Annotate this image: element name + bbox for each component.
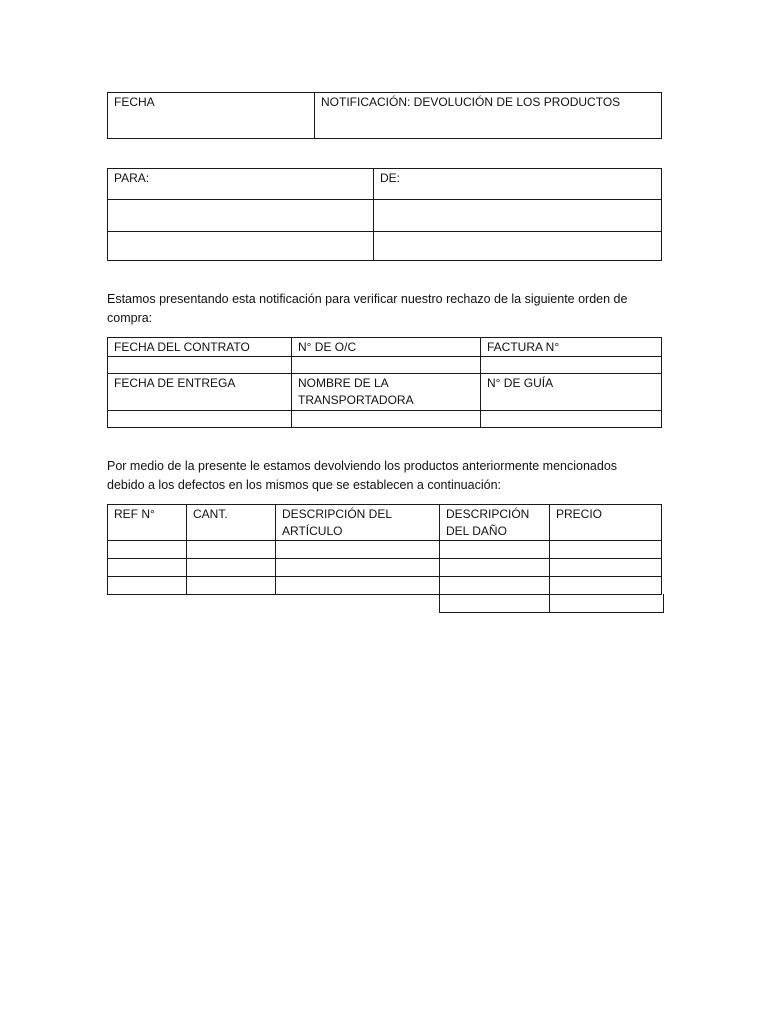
row3-ref[interactable] <box>108 577 187 595</box>
table-row <box>108 559 662 577</box>
transportadora-label: NOMBRE DE LA TRANSPORTADORA <box>298 376 414 407</box>
items-total-row <box>439 594 664 613</box>
row3-articulo[interactable] <box>276 577 440 595</box>
row1-precio[interactable] <box>550 541 662 559</box>
row1-dano[interactable] <box>440 541 550 559</box>
notificacion-label: NOTIFICACIÓN: DEVOLUCIÓN DE LOS PRODUCTOS <box>321 95 621 109</box>
total-value-cell[interactable] <box>550 594 664 612</box>
header-precio <box>550 505 662 541</box>
items-table <box>107 504 662 595</box>
fecha-label: FECHA <box>114 95 155 109</box>
row3-cant[interactable] <box>187 577 276 595</box>
fecha-contrato-label: FECHA DEL CONTRATO <box>114 340 250 354</box>
para-cell[interactable] <box>108 169 374 200</box>
fecha-contrato-value[interactable] <box>108 357 292 374</box>
transportadora-value[interactable] <box>292 411 481 428</box>
row3-dano[interactable] <box>440 577 550 595</box>
row2-precio[interactable] <box>550 559 662 577</box>
numero-oc-cell <box>292 338 481 357</box>
de-line-1[interactable] <box>374 200 662 232</box>
header-ref <box>108 505 187 541</box>
table-row <box>108 577 662 595</box>
precio-label: PRECIO <box>556 507 603 521</box>
descripcion-articulo-label: DESCRIPCIÓN DEL ARTÍCULO <box>282 507 392 538</box>
numero-oc-value[interactable] <box>292 357 481 374</box>
table-row <box>108 541 662 559</box>
row3-precio[interactable] <box>550 577 662 595</box>
order-table <box>107 337 662 428</box>
row2-cant[interactable] <box>187 559 276 577</box>
row1-cant[interactable] <box>187 541 276 559</box>
fecha-cell[interactable] <box>108 93 315 139</box>
guia-label: N° DE GUÍA <box>487 376 554 390</box>
intro-paragraph: Estamos presentando esta notificación para verificar nuestro rechazo de la siguiente orden de compra: <box>107 292 628 325</box>
row2-articulo[interactable] <box>276 559 440 577</box>
row1-ref[interactable] <box>108 541 187 559</box>
numero-oc-label: N° DE O/C <box>298 340 357 354</box>
de-cell[interactable] <box>374 169 662 200</box>
total-label-cell[interactable] <box>440 594 550 612</box>
guia-value[interactable] <box>481 411 662 428</box>
header-cant <box>187 505 276 541</box>
factura-cell <box>481 338 662 357</box>
row2-ref[interactable] <box>108 559 187 577</box>
fecha-entrega-cell <box>108 374 292 411</box>
factura-label: FACTURA N° <box>487 340 560 354</box>
fecha-contrato-cell <box>108 338 292 357</box>
para-line-2[interactable] <box>108 232 374 261</box>
para-label: PARA: <box>114 171 150 185</box>
de-label: DE: <box>380 171 401 185</box>
header-table <box>107 92 662 139</box>
transportadora-cell <box>292 374 481 411</box>
ref-label: REF N° <box>114 507 155 521</box>
return-paragraph: Por medio de la presente le estamos devolviendo los productos anteriormente mencionados debido a los defectos en los mismos que se establecen a continuación: <box>107 459 618 492</box>
notificacion-cell[interactable] <box>315 93 662 139</box>
de-line-2[interactable] <box>374 232 662 261</box>
descripcion-dano-label: DESCRIPCIÓN DEL DAÑO <box>446 507 530 538</box>
row1-articulo[interactable] <box>276 541 440 559</box>
guia-cell <box>481 374 662 411</box>
address-table <box>107 168 662 261</box>
para-line-1[interactable] <box>108 200 374 232</box>
header-descripcion-dano <box>440 505 550 541</box>
fecha-entrega-value[interactable] <box>108 411 292 428</box>
row2-dano[interactable] <box>440 559 550 577</box>
header-descripcion-articulo <box>276 505 440 541</box>
factura-value[interactable] <box>481 357 662 374</box>
fecha-entrega-label: FECHA DE ENTREGA <box>114 376 236 390</box>
cant-label: CANT. <box>193 507 228 521</box>
